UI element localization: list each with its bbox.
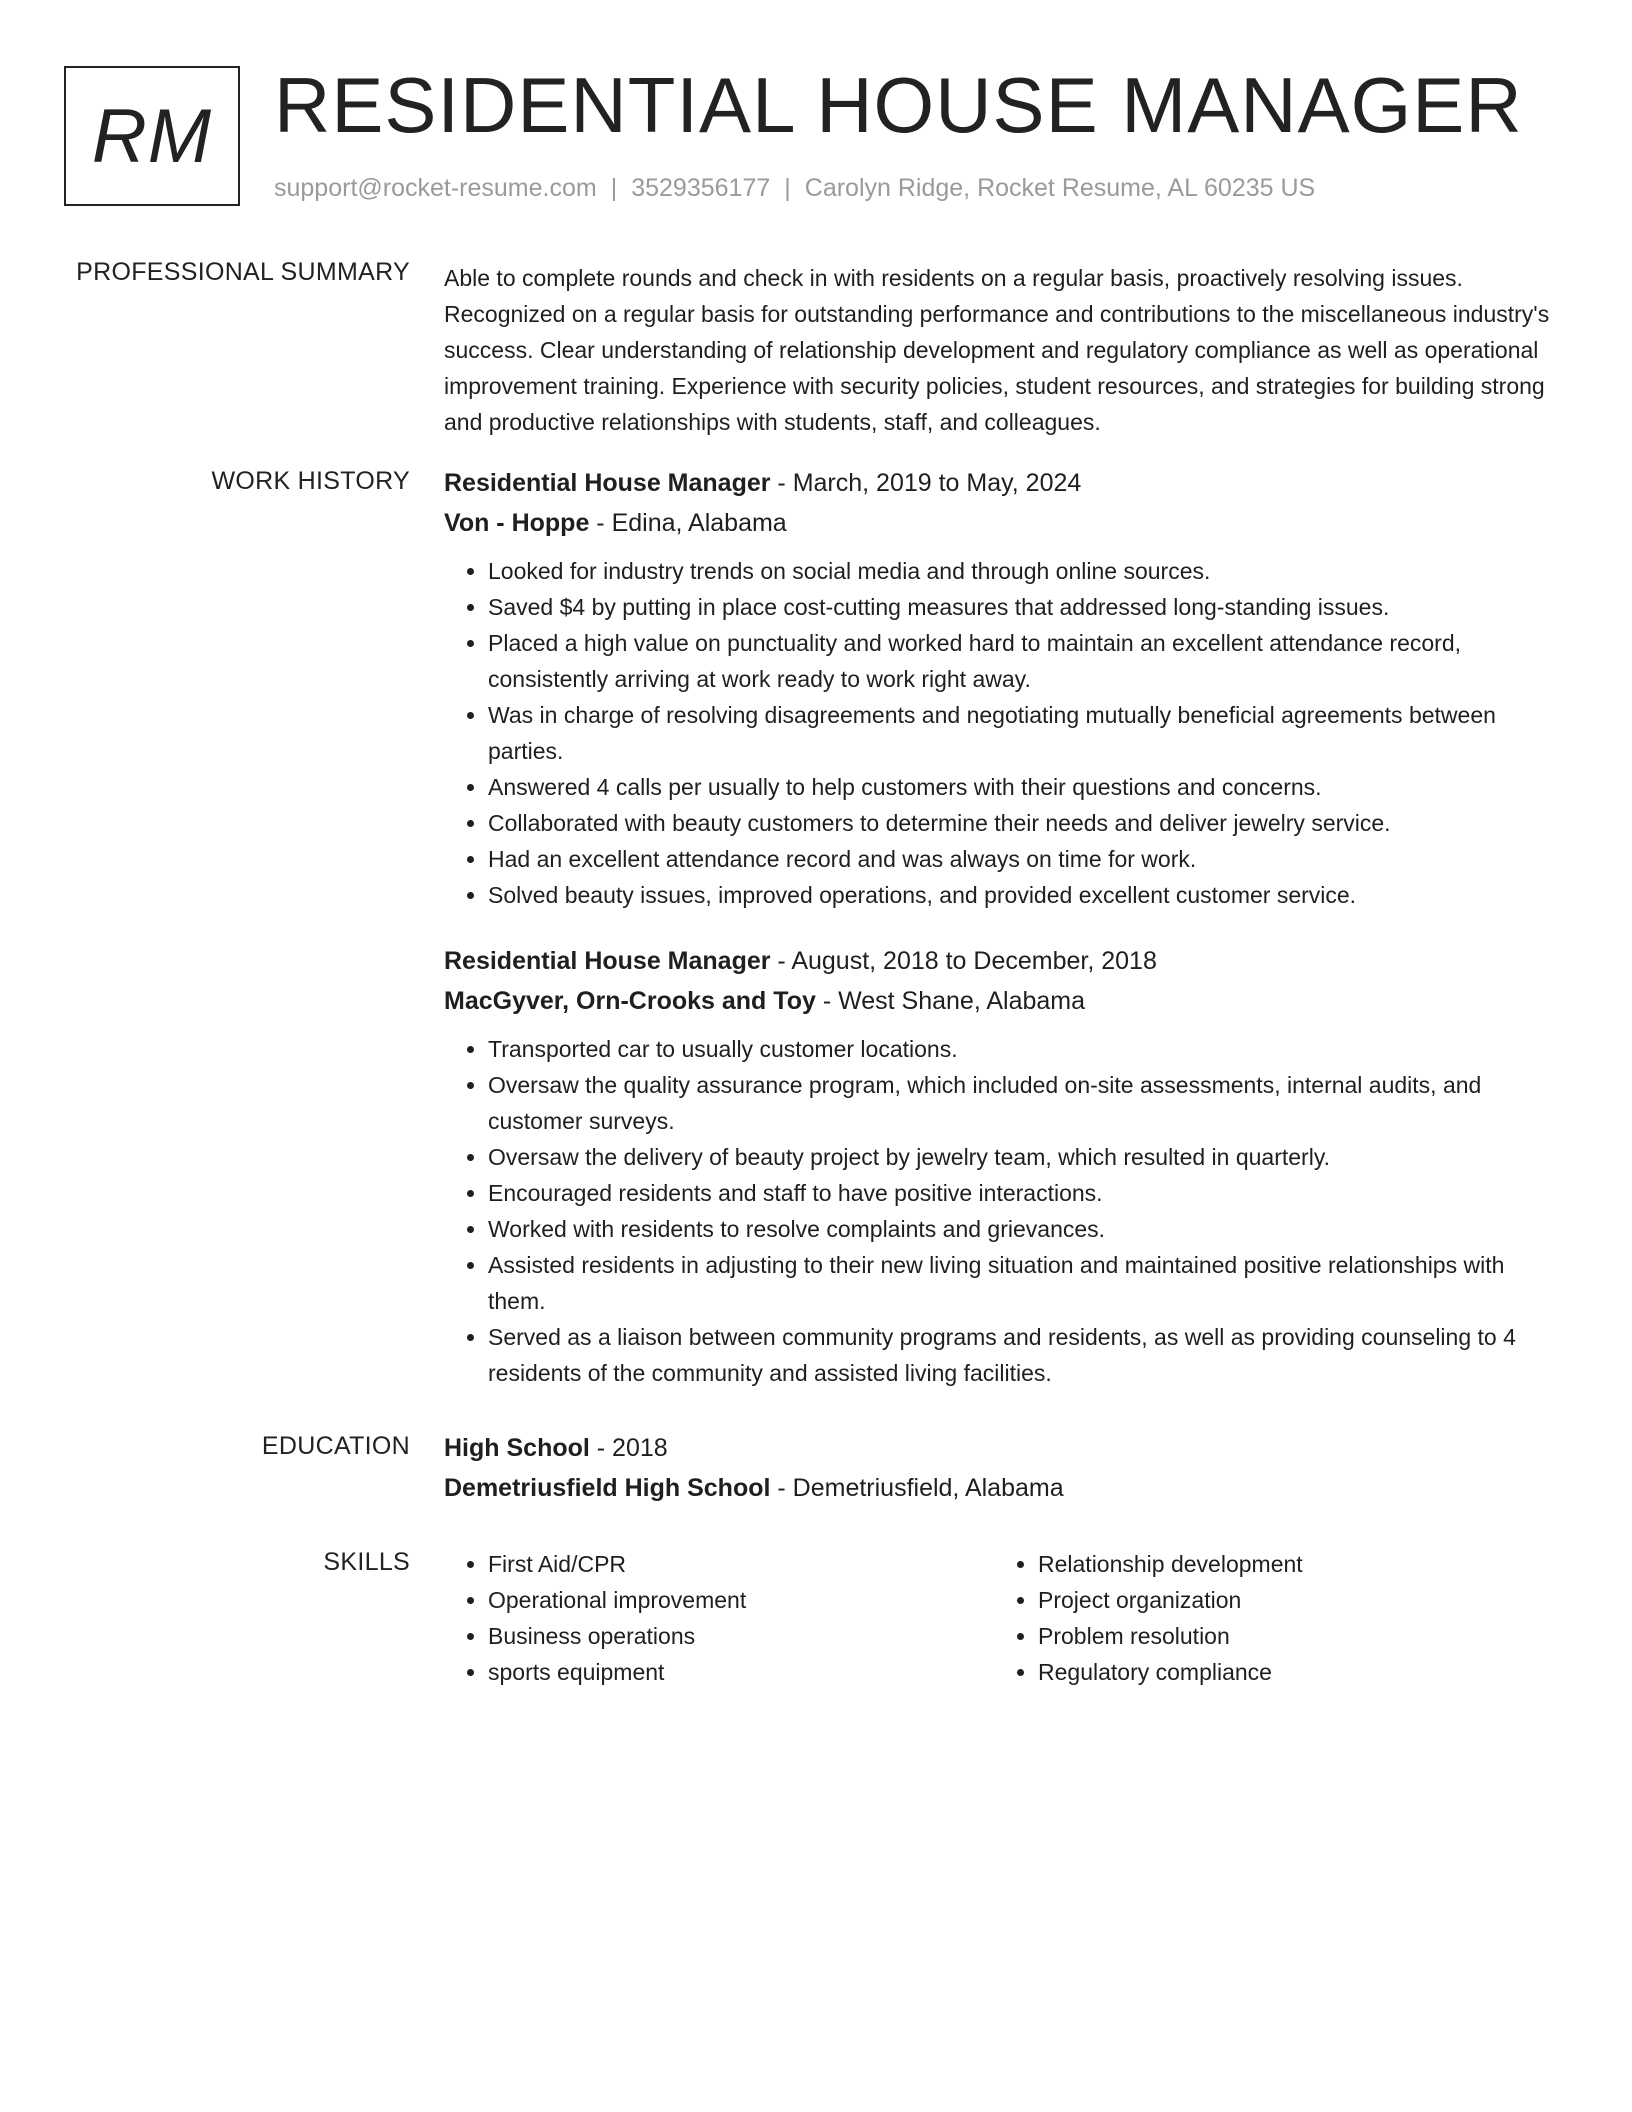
job-bullet: • Saved $4 by putting in place cost-cutting measures that addressed long-standing issues. bbox=[488, 589, 1564, 625]
job-bullet: • Oversaw the quality assurance program, which included on-site assessments, internal audits, and customer surveys. bbox=[488, 1067, 1564, 1139]
skill-item: • Operational improvement bbox=[488, 1582, 994, 1618]
job-bullet: • Had an excellent attendance record and was always on time for work. bbox=[488, 841, 1564, 877]
job-bullets bbox=[444, 553, 1564, 913]
skill-item: • Project organization bbox=[1038, 1582, 1544, 1618]
education-year: - 2018 bbox=[589, 1434, 668, 1462]
job-title: Residential House Manager bbox=[444, 469, 771, 497]
job-title: Residential House Manager bbox=[444, 947, 771, 975]
skills-list-right bbox=[994, 1546, 1544, 1690]
job-bullet: • Was in charge of resolving disagreements and negotiating mutually beneficial agreements between parties. bbox=[488, 697, 1564, 769]
job-location: - Edina, Alabama bbox=[589, 509, 787, 537]
job-company-line bbox=[444, 503, 1564, 543]
monogram-logo: RM bbox=[64, 66, 240, 206]
education-body bbox=[444, 1428, 1564, 1508]
section-label-skills: SKILLS bbox=[323, 1548, 410, 1576]
job-dates: - March, 2019 to May, 2024 bbox=[770, 469, 1082, 497]
job-entry bbox=[444, 463, 1564, 913]
job-company: MacGyver, Orn-Crooks and Toy bbox=[444, 987, 816, 1015]
candidate-name: RESIDENTIAL HOUSE MANAGER bbox=[274, 61, 1523, 149]
skill-item: • Problem resolution bbox=[1038, 1618, 1544, 1654]
job-location: - West Shane, Alabama bbox=[815, 987, 1086, 1015]
work-history-body bbox=[444, 463, 1564, 1391]
contact-separator: | bbox=[784, 174, 791, 202]
education-location: - Demetriusfield, Alabama bbox=[770, 1474, 1064, 1502]
job-bullet: • Placed a high value on punctuality and worked hard to maintain an excellent attendance record, consistently arriving at work ready to work right away. bbox=[488, 625, 1564, 697]
contact-line bbox=[274, 174, 1315, 203]
job-title-line bbox=[444, 941, 1564, 981]
job-bullet: • Answered 4 calls per usually to help customers with their questions and concerns. bbox=[488, 769, 1564, 805]
job-dates: - August, 2018 to December, 2018 bbox=[770, 947, 1157, 975]
job-bullet: • Served as a liaison between community programs and residents, as well as providing counseling to 4 residents of the community and assisted living facilities. bbox=[488, 1319, 1564, 1391]
job-bullet: • Encouraged residents and staff to have positive interactions. bbox=[488, 1175, 1564, 1211]
contact-phone: 3529356177 bbox=[631, 174, 771, 202]
contact-separator: | bbox=[610, 174, 618, 202]
job-title-line bbox=[444, 463, 1564, 503]
section-label-summary: PROFESSIONAL SUMMARY bbox=[76, 258, 410, 286]
job-bullet: • Collaborated with beauty customers to determine their needs and deliver jewelry service. bbox=[488, 805, 1564, 841]
job-bullet: • Transported car to usually customer locations. bbox=[488, 1031, 1564, 1067]
skill-item: • First Aid/CPR bbox=[488, 1546, 994, 1582]
skill-item: • Business operations bbox=[488, 1618, 994, 1654]
contact-address: Carolyn Ridge, Rocket Resume, AL 60235 US bbox=[804, 174, 1316, 202]
job-bullet: • Solved beauty issues, improved operations, and provided excellent customer service. bbox=[488, 877, 1564, 913]
resume-header bbox=[64, 61, 1564, 216]
education-degree: High School bbox=[444, 1434, 590, 1462]
education-degree-line bbox=[444, 1428, 1564, 1468]
skills-body bbox=[444, 1546, 1564, 1690]
education-school: Demetriusfield High School bbox=[444, 1474, 771, 1502]
job-bullet: • Oversaw the delivery of beauty project by jewelry team, which resulted in quarterly. bbox=[488, 1139, 1564, 1175]
section-label-work-history: WORK HISTORY bbox=[211, 467, 410, 495]
summary-text: Able to complete rounds and check in with residents on a regular basis, proactively resolving issues. Recognized on a regular basis for outstanding performance and contributions to the miscellaneous industry's success. Clear understanding of relationship development and regulatory compliance as well as operational improvement training. Experience with security policies, student resources, and strategies for building strong and productive relationships with students, staff, and colleagues. bbox=[444, 265, 1550, 435]
job-bullet: • Assisted residents in adjusting to their new living situation and maintained positive relationships with them. bbox=[488, 1247, 1564, 1319]
job-bullet: • Looked for industry trends on social media and through online sources. bbox=[488, 553, 1564, 589]
skill-item: • Regulatory compliance bbox=[1038, 1654, 1544, 1690]
job-entry bbox=[444, 941, 1564, 1391]
job-bullet: • Worked with residents to resolve complaints and grievances. bbox=[488, 1211, 1564, 1247]
job-bullets bbox=[444, 1031, 1564, 1391]
skill-item: • Relationship development bbox=[1038, 1546, 1544, 1582]
job-company-line bbox=[444, 981, 1564, 1021]
education-school-line bbox=[444, 1468, 1564, 1508]
contact-email: support@rocket-resume.com bbox=[274, 174, 597, 202]
job-company: Von - Hoppe bbox=[444, 509, 590, 537]
skills-list-left bbox=[444, 1546, 994, 1690]
section-label-education: EDUCATION bbox=[261, 1432, 410, 1460]
skill-item: • sports equipment bbox=[488, 1654, 994, 1690]
